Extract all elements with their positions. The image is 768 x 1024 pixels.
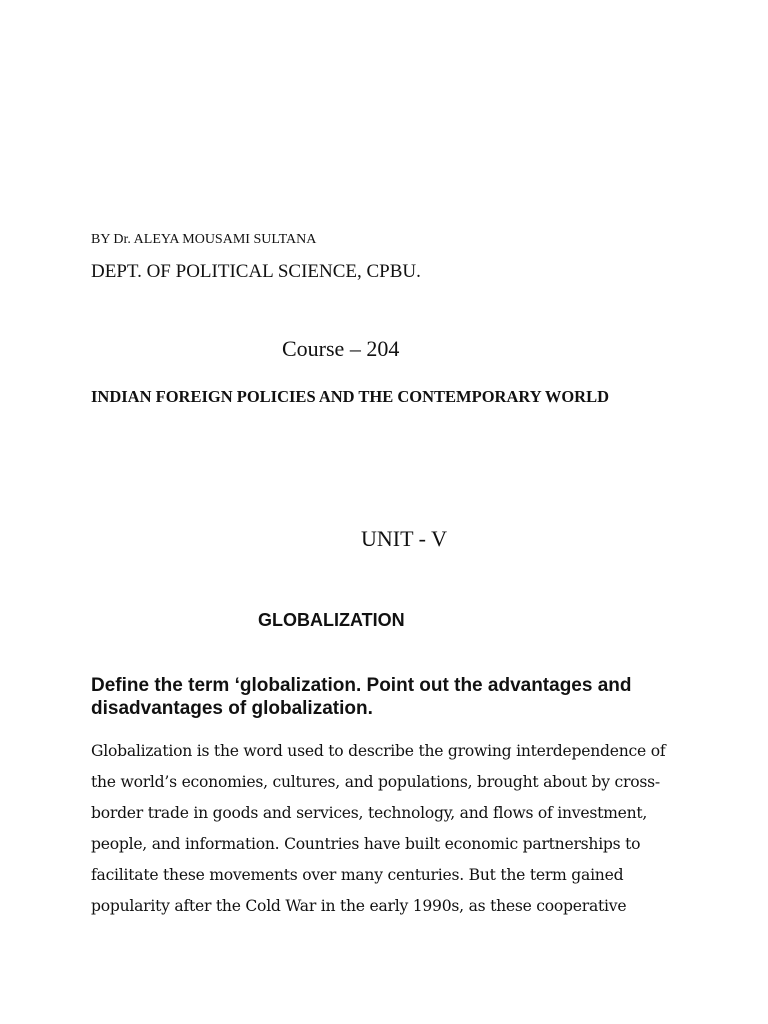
paragraph-line: people, and information. Countries have built economic partnerships to xyxy=(91,835,641,853)
paragraph-line: border trade in goods and services, technology, and flows of investment, xyxy=(91,804,648,822)
author-line: BY Dr. ALEYA MOUSAMI SULTANA xyxy=(91,232,317,247)
paragraph-line: popularity after the Cold War in the early 1990s, as these cooperative xyxy=(91,897,627,915)
paragraph-line: Globalization is the word used to describe the growing interdependence of xyxy=(91,742,666,760)
unit-label: UNIT - V xyxy=(361,526,447,551)
course-title: INDIAN FOREIGN POLICIES AND THE CONTEMPORARY WORLD xyxy=(91,387,610,406)
course-code: Course – 204 xyxy=(282,336,400,361)
paragraph-line: the world’s economies, cultures, and populations, brought about by cross- xyxy=(91,773,660,791)
topic-heading: GLOBALIZATION xyxy=(258,610,405,630)
body-paragraph xyxy=(91,736,691,922)
paragraph-line: facilitate these movements over many centuries. But the term gained xyxy=(91,866,624,884)
question-heading: Define the term ‘globalization. Point out the advantages and disadvantages of globalization. xyxy=(91,675,632,719)
department-line: DEPT. OF POLITICAL SCIENCE, CPBU. xyxy=(91,261,421,282)
